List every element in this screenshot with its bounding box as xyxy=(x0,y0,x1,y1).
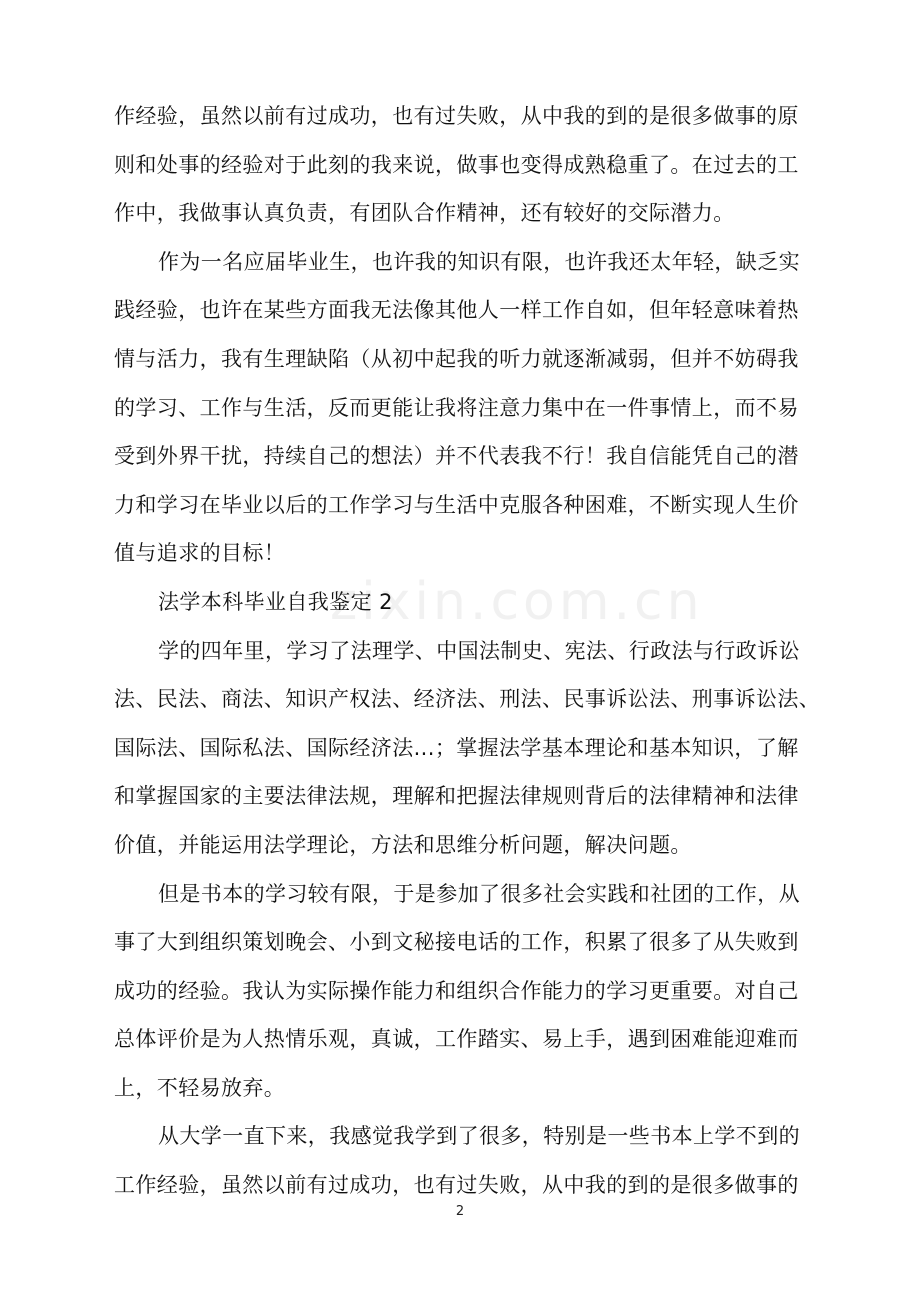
watermark: zixin.com.cn xyxy=(330,572,704,632)
text-line: 作中，我做事认真负责，有团队合作精神，还有较好的交际潜力。 xyxy=(114,201,735,226)
text-line: 价值，并能运用法学理论，方法和思维分析问题，解决问题。 xyxy=(114,832,692,857)
text-line: 成功的经验。我认为实际操作能力和组织合作能力的学习更重要。对自己 xyxy=(114,978,799,1003)
text-line: 作经验，虽然以前有过成功，也有过失败，从中我的到的是很多做事的原 xyxy=(114,104,799,128)
text-line: 事了大到组织策划晚会、小到文秘接电话的工作，积累了很多了从失败到 xyxy=(114,930,799,955)
text-line: 力和学习在毕业以后的工作学习与生活中克服各种困难，不断实现人生价 xyxy=(114,492,799,517)
page-number: 2 xyxy=(455,1204,465,1219)
text-line: 上，不轻易放弃。 xyxy=(114,1075,286,1100)
paragraph-first-line: 学的四年里，学习了法理学、中国法制史、宪法、行政法与行政诉讼 xyxy=(158,638,800,663)
paragraph-first-line: 作为一名应届毕业生，也许我的知识有限，也许我还太年轻，缺乏实 xyxy=(158,249,800,274)
text-line: 则和处事的经验对于此刻的我来说，做事也变得成熟稳重了。在过去的工 xyxy=(114,152,799,177)
section-heading: 法学本科毕业自我鉴定 2 xyxy=(158,589,393,614)
text-line: 值与追求的目标！ xyxy=(114,541,286,566)
paragraph-first-line: 从大学一直下来，我感觉我学到了很多，特别是一些书本上学不到的 xyxy=(158,1124,800,1149)
text-line: 受到外界干扰，持续自己的想法）并不代表我不行！我自信能凭自己的潜 xyxy=(114,444,799,469)
text-line: 国际法、国际私法、国际经济法...；掌握法学基本理论和基本知识，了解 xyxy=(114,735,799,760)
paragraph-first-line: 但是书本的学习较有限，于是参加了很多社会实践和社团的工作，从 xyxy=(158,881,800,906)
body-text xyxy=(114,92,821,1210)
text-line: 践经验，也许在某些方面我无法像其他人一样工作自如，但年轻意味着热 xyxy=(114,298,799,323)
text-line: 的学习、工作与生活，反而更能让我将注意力集中在一件事情上，而不易 xyxy=(114,395,799,420)
text-line: 总体评价是为人热情乐观，真诚，工作踏实、易上手，遇到困难能迎难而 xyxy=(114,1027,799,1052)
text-line: 和掌握国家的主要法律法规，理解和把握法律规则背后的法律精神和法律 xyxy=(114,784,799,809)
text-line: 法、民法、商法、知识产权法、经济法、刑法、民事诉讼法、刑事诉讼法、 xyxy=(114,687,821,712)
text-line: 情与活力，我有生理缺陷（从初中起我的听力就逐渐减弱，但并不妨碍我 xyxy=(114,346,799,371)
text-line: 工作经验，虽然以前有过成功，也有过失败，从中我的到的是很多做事的 xyxy=(114,1173,799,1198)
